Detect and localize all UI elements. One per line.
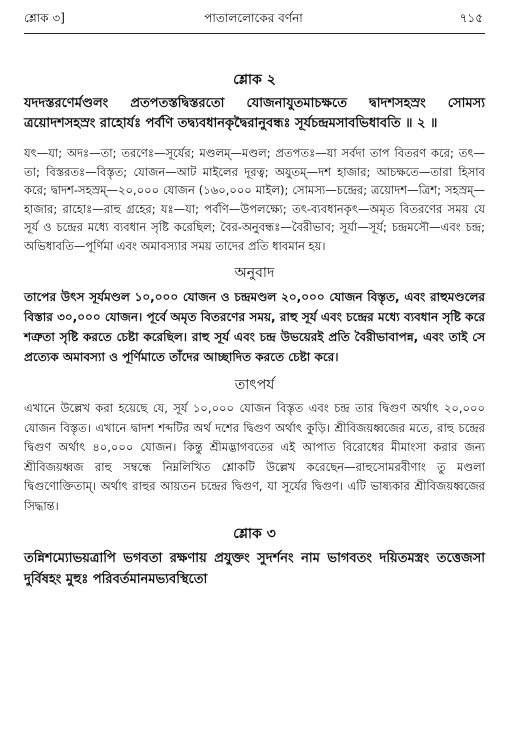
header-divider (24, 33, 485, 34)
page-content (24, 68, 485, 590)
header-chapter-title: পাতাললোকের বর্ণনা (204, 11, 303, 25)
translation-text: তাপের উৎস সূর্যমণ্ডল ১০,০০০ যোজন ও চন্দ্রমণ্ডল ২০,০০০ যোজন বিস্তৃত, এবং রাহুমণ্ডলের বিস্তার ৩০,০০০ যোজন। পূর্বে অমৃত বিতরণের সময়, রাহু সূর্য এবং চন্দ্রের মধ্যে ব্যবধান সৃষ্টি করে শত্রুতা সৃষ্টি করতে চেষ্টা করেছিল। রাহু সূর্য এবং চন্দ্র উভয়েরই প্রতি বৈরীভাবাপন্ন, এবং তাই সে প্রত্যেক অমাবস্যা ও পূর্ণিমাতে তাঁদের আচ্ছাদিত করতে চেষ্টা করে। (24, 290, 485, 364)
running-header (24, 10, 483, 28)
header-verse-ref: শ্লোক ৩] (24, 11, 65, 25)
next-verse-heading: শ্লোক ৩ (233, 526, 276, 542)
purport-text: এখানে উল্লেখ করা হয়েছে যে, সূর্য ১০,০০০ যোজন বিস্তৃত এবং চন্দ্র তার দ্বিগুণ অর্থাৎ ২০,০০০ যোজন বিস্তৃত। এখানে দ্বাদশ শব্দটির অর্থ দশের দ্বিগুণ অর্থাৎ কুড়ি। শ্রীবিজয়ধ্বজের মতে, রাহু চন্দ্রের দ্বিগুণ অর্থাৎ ৪০,০০০ যোজন। কিন্তু শ্রীমদ্ভাগবতের এই আপাত বিরোধের মীমাংসা করার জন্য শ্রীবিজয়ধ্বজ রাহু সম্বন্ধে নিম্নলিখিত শ্লোকটি উল্লেখ করেছেন—রাহুসোমরবীণাং তু মণ্ডলা দ্বিগুণোক্তিতাম্। অর্থাৎ রাহুর আয়তন চন্দ্রের দ্বিগুণ, যা সূর্যের দ্বিগুণ। এটি ভাষ্যকার শ্রীবিজয়ধ্বজের সিদ্ধান্ত। (24, 401, 485, 513)
purport-heading: তাৎপর্য (234, 377, 275, 393)
next-sanskrit-verse: তন্নিশম্যোভয়ত্রাপি ভগবতা রক্ষণায় প্রযুক্তং সুদর্শনং নাম ভাগবতং দয়িতমস্ত্রং তত্তেজসা দুর্বিষহং মুহুঃ পরিবর্তমানমভ্যবস্থিতো (24, 551, 485, 587)
word-synonyms: যৎ—যা; অদঃ—তা; তরণেঃ—সূর্যের; মণ্ডলম্—মণ্ডল; প্রতপতঃ—যা সর্বদা তাপ বিতরণ করে; তৎ—তা; বিস্তরতঃ—বিস্তৃত; যোজন—আট মাইলের দূরত্ব; অযুতম্—দশ হাজার; আচক্ষতে—তারা হিসাব করে; দ্বাদশ-সহস্রম্—২০,০০০ যোজন (১৬০,০০০ মাইল); সোমস্য—চন্দ্রের; ত্রয়োদশ—ত্রিশ; সহস্রম্—হাজার; রাহোঃ—রাহু গ্রহের; যঃ—যা; পর্বণি—উপলক্ষ্যে; তৎ-ব্যবধানকৃৎ—অমৃত বিতরণের সময় যে সূর্য ও চন্দ্রের মধ্যে ব্যবধান সৃষ্টি করেছিল; বৈর-অনুবন্ধঃ—বৈরীভাব; সূর্যা—সূর্য; চন্দ্রমসৌ—এবং চন্দ্র; অভিধাবতি—পূর্ণিমা এবং অমাবস্যার সময় তাদের প্রতি ধাবমান হয়। (24, 146, 485, 253)
translation-heading: অনুবাদ (234, 265, 275, 281)
page-number: ৭১৫ (459, 11, 483, 25)
sanskrit-verse: যদদস্তরণের্মণ্ডলং প্রতপতস্তদ্বিস্তরতো যোজনাযুতমাচক্ষতে দ্বাদশসহস্রং সোমস্য ত্রয়োদশসহস্রং রাহোর্যঃ পর্বণি তদ্ব্যবধানকৃদ্বৈরানুবন্ধঃ সূর্যচন্দ্রমসাবভিধাবতি ॥ ২ ॥ (24, 96, 485, 131)
verse-heading: শ্লোক ২ (233, 72, 276, 88)
